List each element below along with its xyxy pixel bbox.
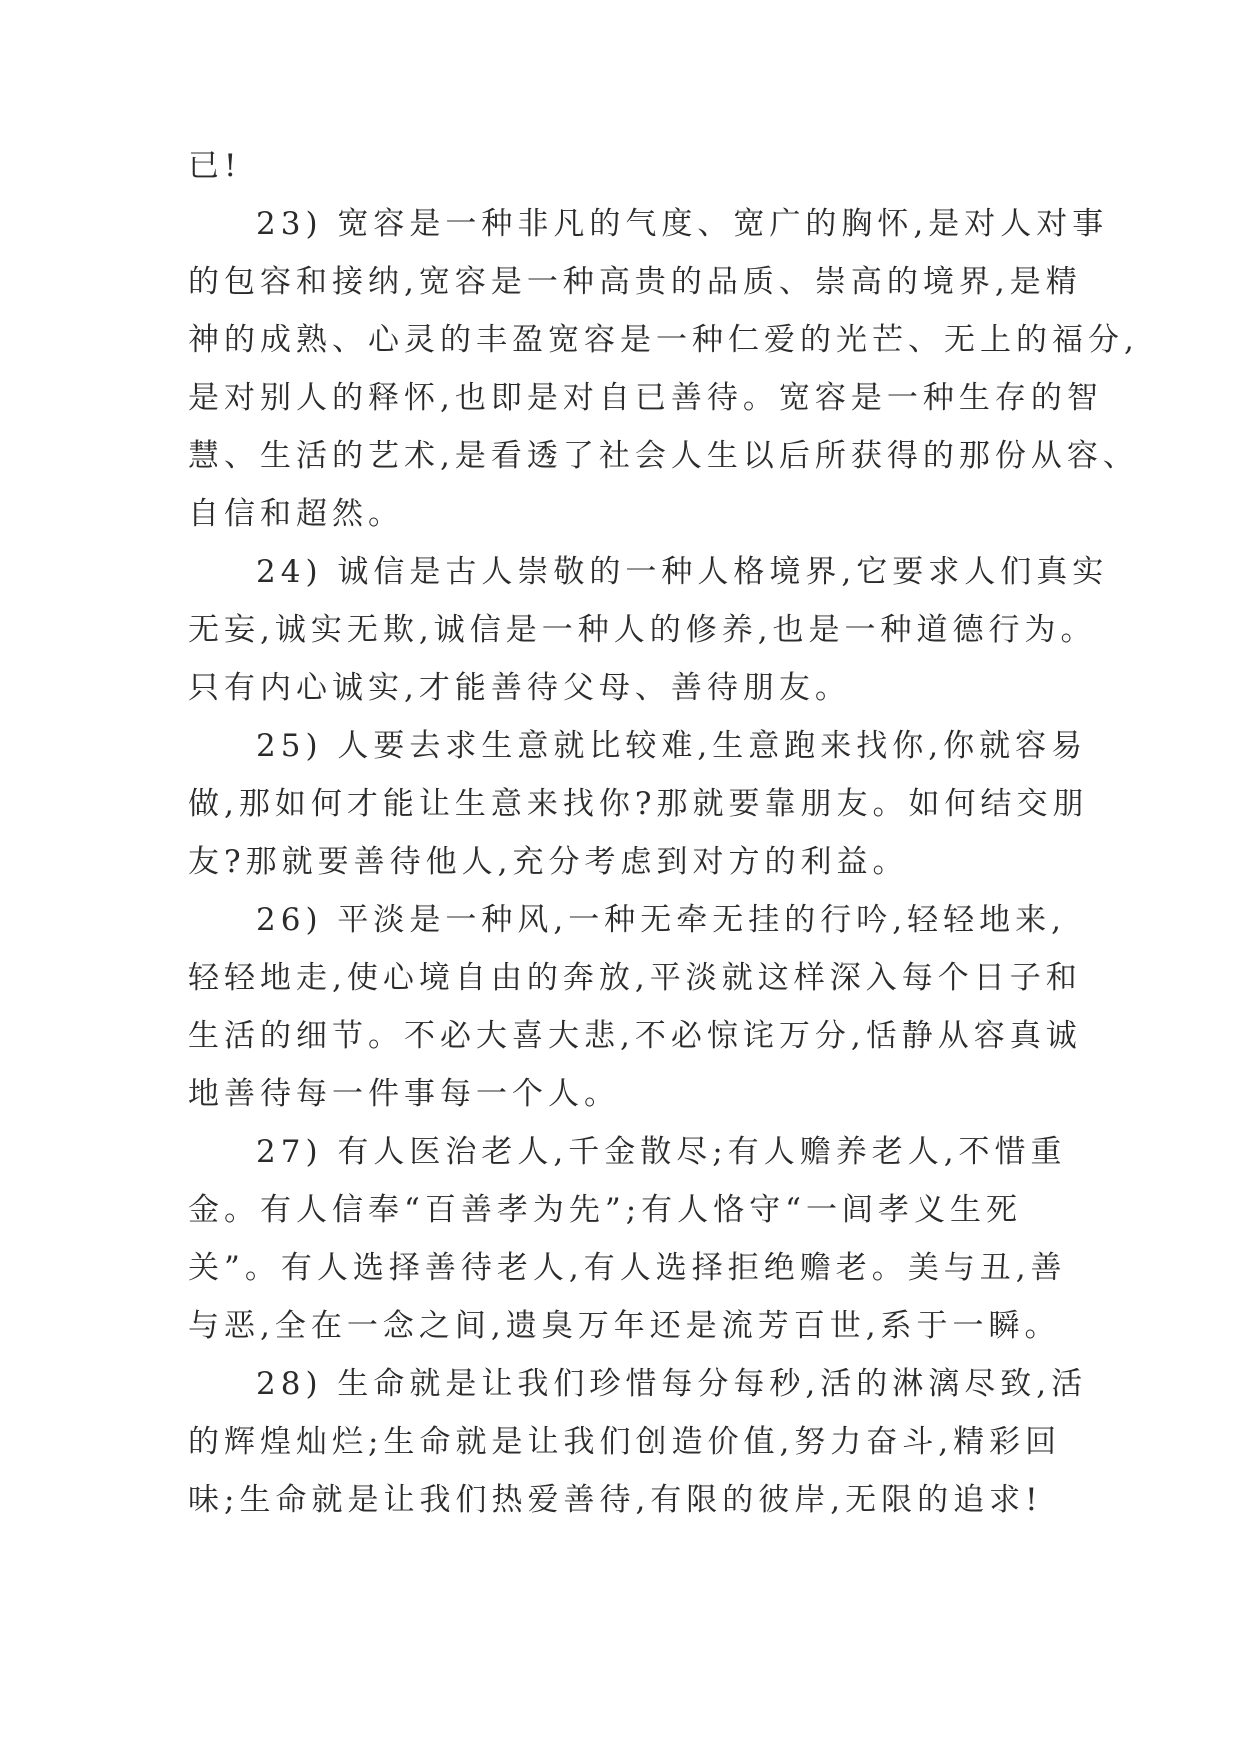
paragraph-28-line: 28) 生命就是让我们珍惜每分每秒,活的淋漓尽致,活 <box>256 1366 1088 1402</box>
text-line: 只有内心诚实,才能善待父母、善待朋友。 <box>188 670 851 706</box>
text-line: 关”。有人选择善待老人,有人选择拒绝赡老。美与丑,善 <box>188 1250 1067 1286</box>
text-line: 自信和超然。 <box>188 496 404 532</box>
text-line: 慧、生活的艺术,是看透了社会人生以后所获得的那份从容、 <box>188 438 1139 474</box>
text-line: 无妄,诚实无欺,诚信是一种人的修养,也是一种道德行为。 <box>188 612 1097 648</box>
text-line: 味;生命就是让我们热爱善待,有限的彼岸,无限的追求! <box>188 1482 1043 1518</box>
text-line: 地善待每一件事每一个人。 <box>188 1076 620 1112</box>
text-line: 已! <box>188 148 242 184</box>
text-line: 是对别人的释怀,也即是对自已善待。宽容是一种生存的智 <box>188 380 1103 416</box>
text-line: 与恶,全在一念之间,遗臭万年还是流芳百世,系于一瞬。 <box>188 1308 1061 1344</box>
paragraph-27-line: 27) 有人医治老人,千金散尽;有人赡养老人,不惜重 <box>256 1134 1067 1170</box>
text-line: 轻轻地走,使心境自由的奔放,平淡就这样深入每个日子和 <box>188 960 1082 996</box>
paragraph-25-line: 25) 人要去求生意就比较难,生意跑来找你,你就容易 <box>256 728 1088 764</box>
paragraph-26-line: 26) 平淡是一种风,一种无牵无挂的行吟,轻轻地来, <box>256 902 1066 938</box>
text-line: 的包容和接纳,宽容是一种高贵的品质、崇高的境界,是精 <box>188 264 1082 300</box>
text-line: 的辉煌灿烂;生命就是让我们创造价值,努力奋斗,精彩回 <box>188 1424 1062 1460</box>
text-line: 生活的细节。不必大喜大悲,不必惊诧万分,恬静从容真诚 <box>188 1018 1082 1054</box>
paragraph-23-line: 23) 宽容是一种非凡的气度、宽广的胸怀,是对人对事 <box>256 206 1109 242</box>
text-line: 金。有人信奉“百善孝为先”;有人恪守“一闾孝义生死 <box>188 1192 1022 1228</box>
text-line: 做,那如何才能让生意来找你?那就要靠朋友。如何结交朋 <box>188 786 1089 822</box>
text-line: 神的成熟、心灵的丰盈宽容是一种仁爱的光芒、无上的福分, <box>188 322 1139 358</box>
paragraph-24-line: 24) 诚信是古人崇敬的一种人格境界,它要求人们真实 <box>256 554 1109 590</box>
text-line: 友?那就要善待他人,充分考虑到对方的利益。 <box>188 844 909 880</box>
